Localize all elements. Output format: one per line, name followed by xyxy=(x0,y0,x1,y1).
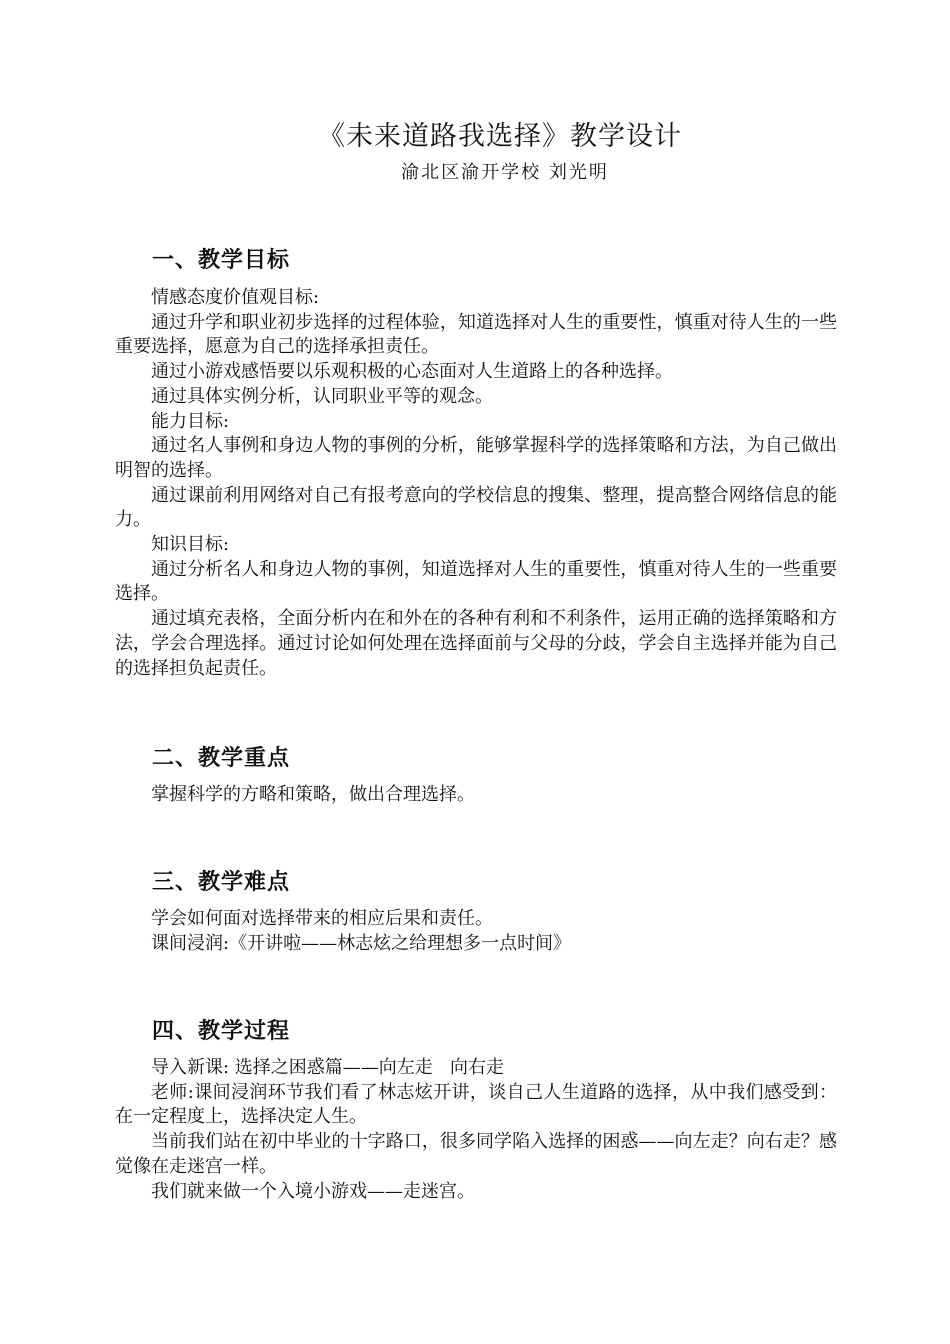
section-body-difficulties xyxy=(115,907,837,956)
section-heading-key-points: 二、教学重点 xyxy=(152,746,291,771)
paragraph: 能力目标: xyxy=(151,410,230,432)
section-heading-difficulties: 三、教学难点 xyxy=(152,870,291,895)
section-body-process xyxy=(115,1056,837,1204)
section-heading-objectives: 一、教学目标 xyxy=(152,248,291,273)
paragraph: 学会如何面对选择带来的相应后果和责任。 xyxy=(151,908,493,929)
paragraph: 通过小游戏感悟要以乐观积极的心态面对人生道路上的各种选择。 xyxy=(151,361,673,383)
document-author: 渝北区渝开学校 刘光明 xyxy=(401,162,609,183)
paragraph: 通过课前利用网络对自己有报考意向的学校信息的搜集、整理，提高整合网络信息的能力。 xyxy=(115,484,837,531)
paragraph: 通过填充表格，全面分析内在和外在的各种有利和不利条件，运用正确的选择策略和方法，学会合理选择。通过讨论如何处理在选择面前与父母的分歧，学会自主选择并能为自己的选择担负起责任。 xyxy=(115,608,837,679)
section-heading-process: 四、教学过程 xyxy=(152,1019,291,1044)
paragraph: 通过升学和职业初步选择的过程体验，知道选择对人生的重要性，慎重对待人生的一些重要选择，愿意为自己的选择承担责任。 xyxy=(115,311,837,358)
paragraph: 老师:课间浸润环节我们看了林志炫开讲，谈自己人生道路的选择，从中我们感受到：在一定程度上，选择决定人生。 xyxy=(115,1081,837,1128)
paragraph: 掌握科学的方略和策略，做出合理选择。 xyxy=(151,784,475,805)
paragraph: 通过具体实例分析，认同职业平等的观念。 xyxy=(151,385,493,407)
paragraph: 当前我们站在初中毕业的十字路口，很多同学陷入选择的困惑——向左走？向右走？感觉像在走迷宫一样。 xyxy=(115,1131,837,1177)
section-body-objectives xyxy=(115,286,837,681)
paragraph: 课间浸润:《开讲啦——林志炫之给理想多一点时间》 xyxy=(151,932,572,954)
section-body-key-points xyxy=(115,783,837,808)
paragraph: 通过分析名人和身边人物的事例，知道选择对人生的重要性，慎重对待人生的一些重要选择。 xyxy=(115,558,837,605)
paragraph: 我们就来做一个入境小游戏——走迷宫。 xyxy=(151,1180,475,1202)
paragraph: 通过名人事例和身边人物的事例的分析，能够掌握科学的选择策略和方法，为自己做出明智的选择。 xyxy=(115,435,837,481)
paragraph: 情感态度价值观目标: xyxy=(151,287,320,308)
paragraph: 知识目标: xyxy=(151,534,230,556)
document-title: 《未来道路我选择》教学设计 xyxy=(318,121,682,152)
paragraph: 导入新课: 选择之困惑篇——向左走 向右走 xyxy=(151,1057,504,1078)
